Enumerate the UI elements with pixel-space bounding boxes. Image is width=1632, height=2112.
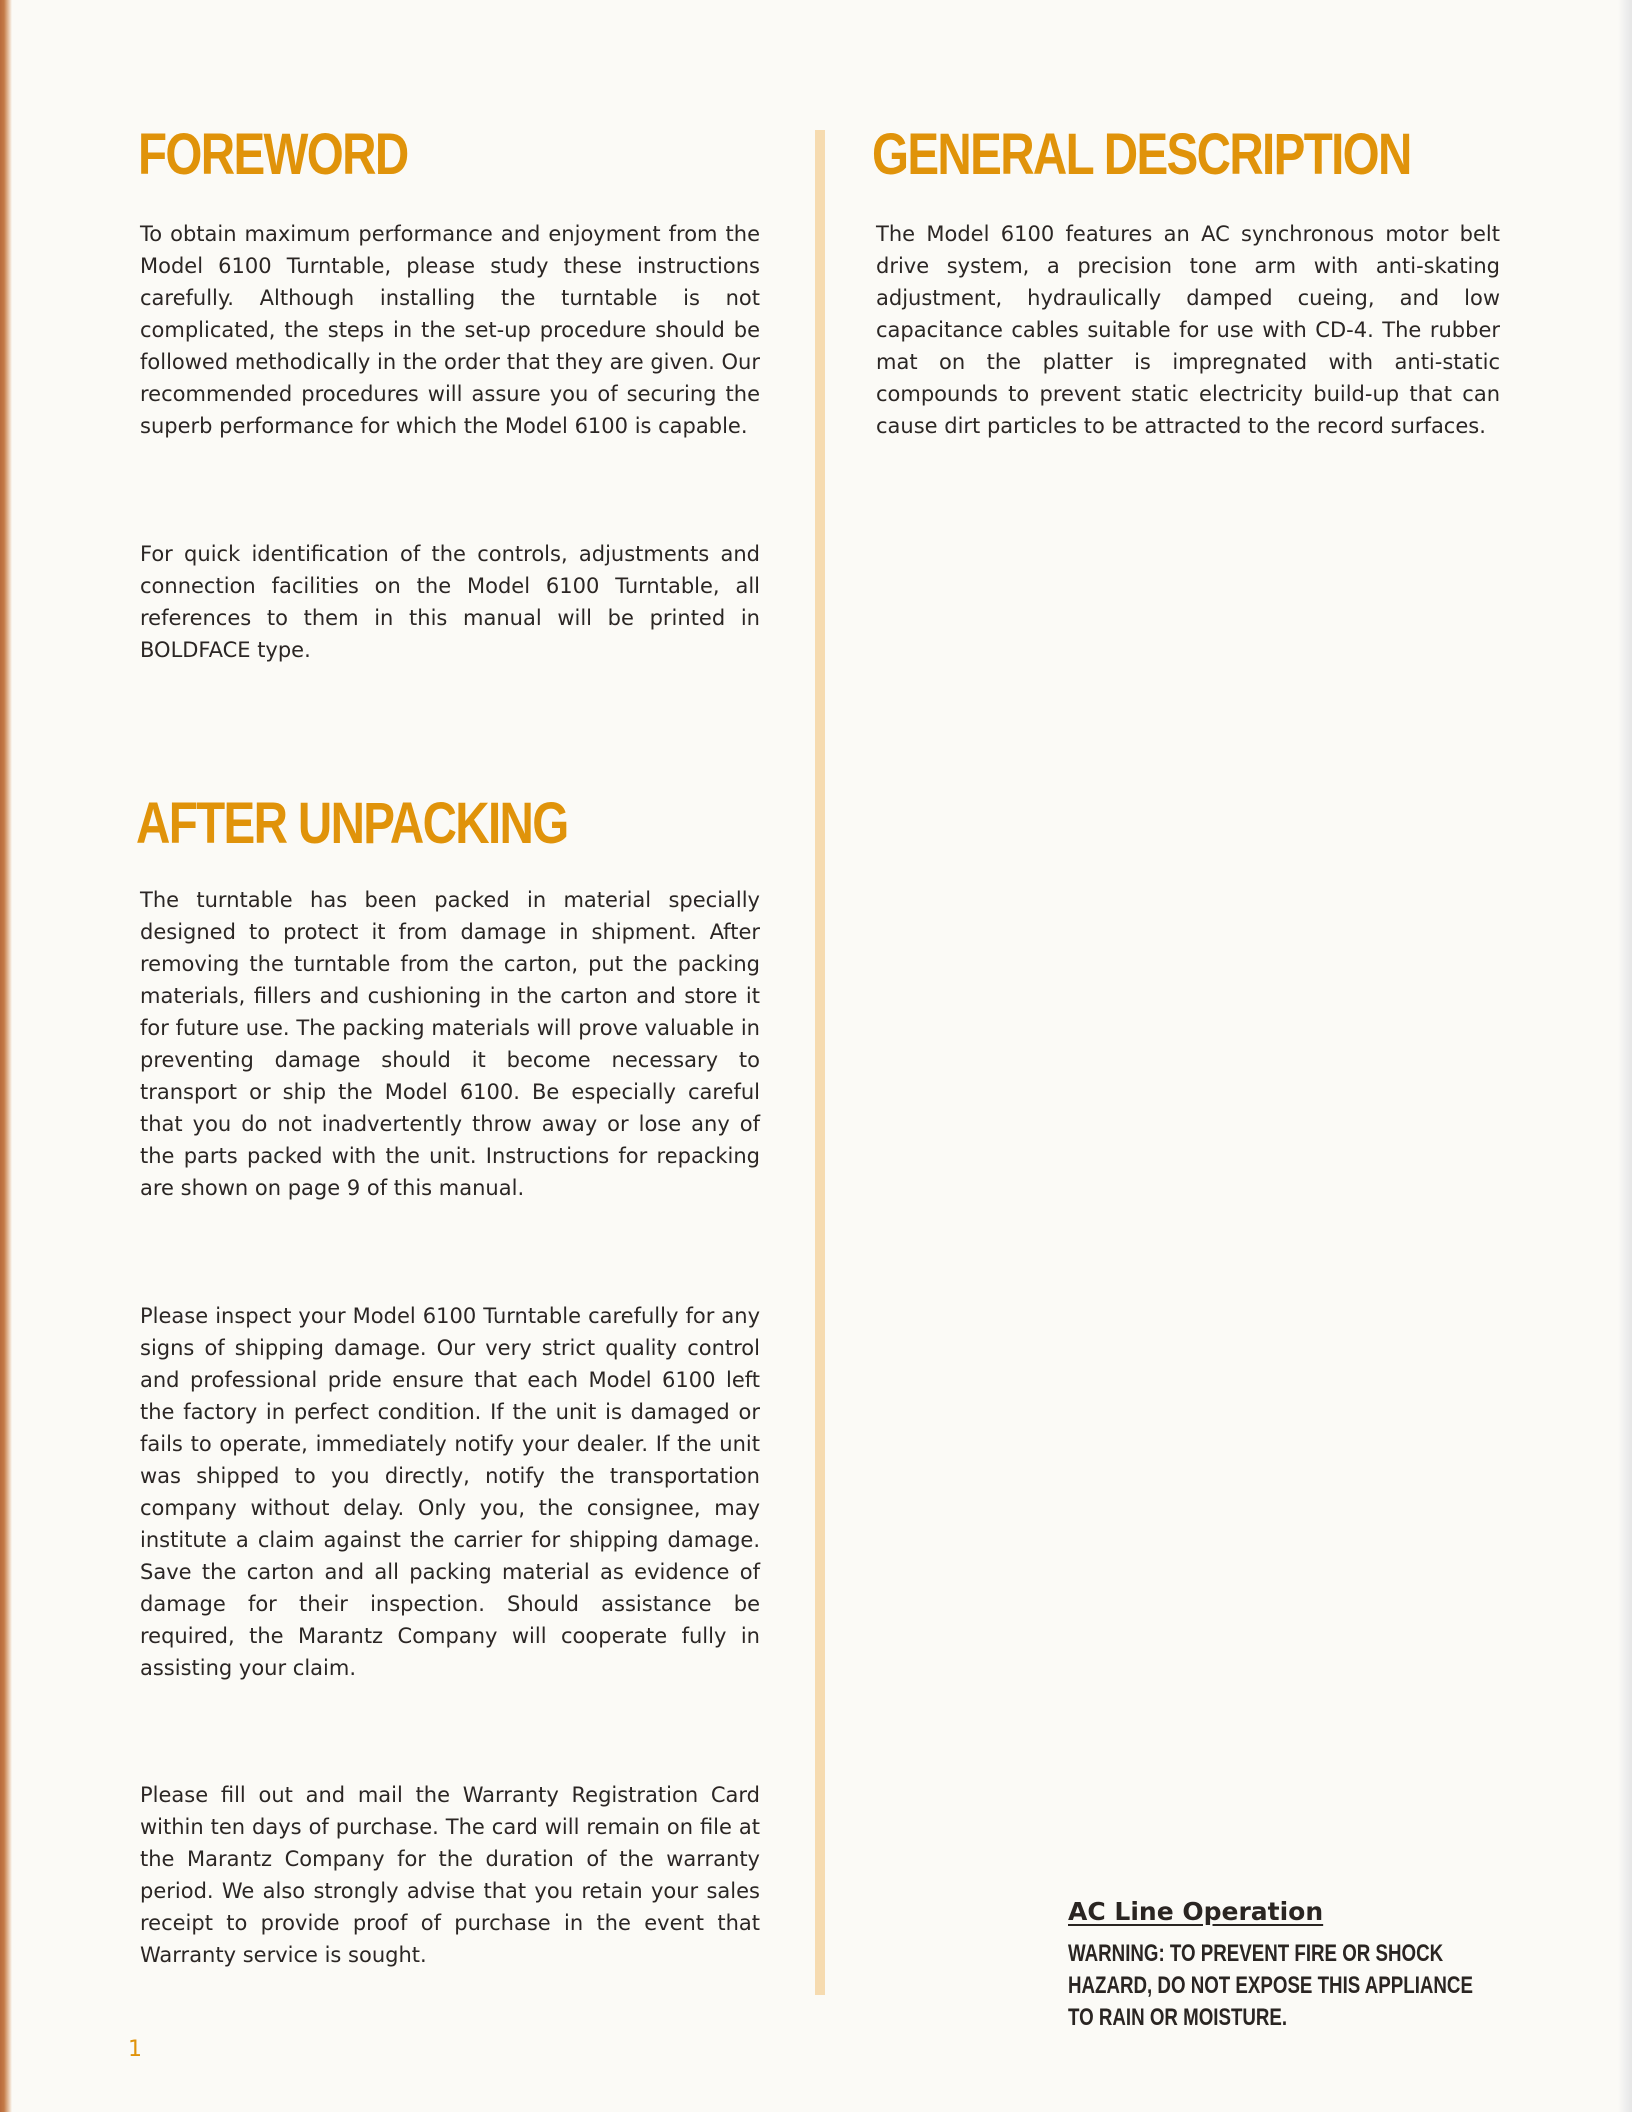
page-binding-edge (0, 0, 12, 2112)
column-divider (815, 130, 825, 1995)
ac-line-operation-heading: AC Line Operation (1068, 1897, 1324, 1926)
general-description-paragraph: The Model 6100 features an AC synchronous motor belt drive system, a precision tone arm with anti-skating adjustment, hydraulically damped cueing, and low capacitance cables suitable for use with CD-4. The rubber mat on the platter is impregnated with anti-static compounds to prevent static electricity build-up that can cause dirt particles to be attracted to the record surfaces. (876, 222, 1500, 438)
foreword-paragraph-1: To obtain maximum performance and enjoyment from the Model 6100 Turntable, please study these instructions carefully. Although installing the turntable is not complicated, the steps in the set-up procedure should be followed methodically in the order that they are given. Our recommended procedures will assure you of securing the superb performance for which the Model 6100 is capable. (140, 222, 760, 438)
safety-warning: WARNING: TO PREVENT FIRE OR SHOCK HAZARD, DO NOT EXPOSE THIS APPLIANCE TO RAIN OR MOISTURE. (1068, 1940, 1473, 2031)
general-description-heading: GENERAL DESCRIPTION (872, 122, 1411, 187)
after-unpacking-paragraph-1: The turntable has been packed in material specially designed to protect it from damage in shipment. After removing the turntable from the carton, put the packing materials, fillers and cushioning in the carton and store it for future use. The packing materials will prove valuable in preventing damage should it become necessary to transport or ship the Model 6100. Be especially careful that you do not inadvertently throw away or lose any of the parts packed with the unit. Instructions for repacking are shown on page 9 of this manual. (140, 888, 760, 1200)
after-unpacking-paragraph-2: Please inspect your Model 6100 Turntable carefully for any signs of shipping damage. Our very strict quality control and professional pride ensure that each Model 6100 left the factory in perfect condition. If the unit is damaged or fails to operate, immediately notify your dealer. If the unit was shipped to you directly, notify the transportation company without delay. Only you, the consignee, may institute a claim against the carrier for shipping damage. Save the carton and all packing material as evidence of damage for their inspection. Should assistance be required, the Marantz Company will cooperate fully in assisting your claim. (140, 1304, 760, 1680)
after-unpacking-paragraph-3: Please fill out and mail the Warranty Registration Card within ten days of purchase. The card will remain on file at the Marantz Company for the duration of the warranty period. We also strongly advise that you retain your sales receipt to provide proof of purchase in the event that Warranty service is sought. (140, 1783, 760, 1967)
foreword-heading: FOREWORD (138, 122, 408, 187)
page-right-edge (1618, 0, 1632, 2112)
page-number: 1 (128, 2037, 142, 2062)
foreword-paragraph-2: For quick identification of the controls, adjustments and connection facilities on the Model 6100 Turntable, all references to them in this manual will be printed in BOLDFACE type. (140, 542, 760, 662)
after-unpacking-heading: AFTER UNPACKING (136, 791, 568, 856)
